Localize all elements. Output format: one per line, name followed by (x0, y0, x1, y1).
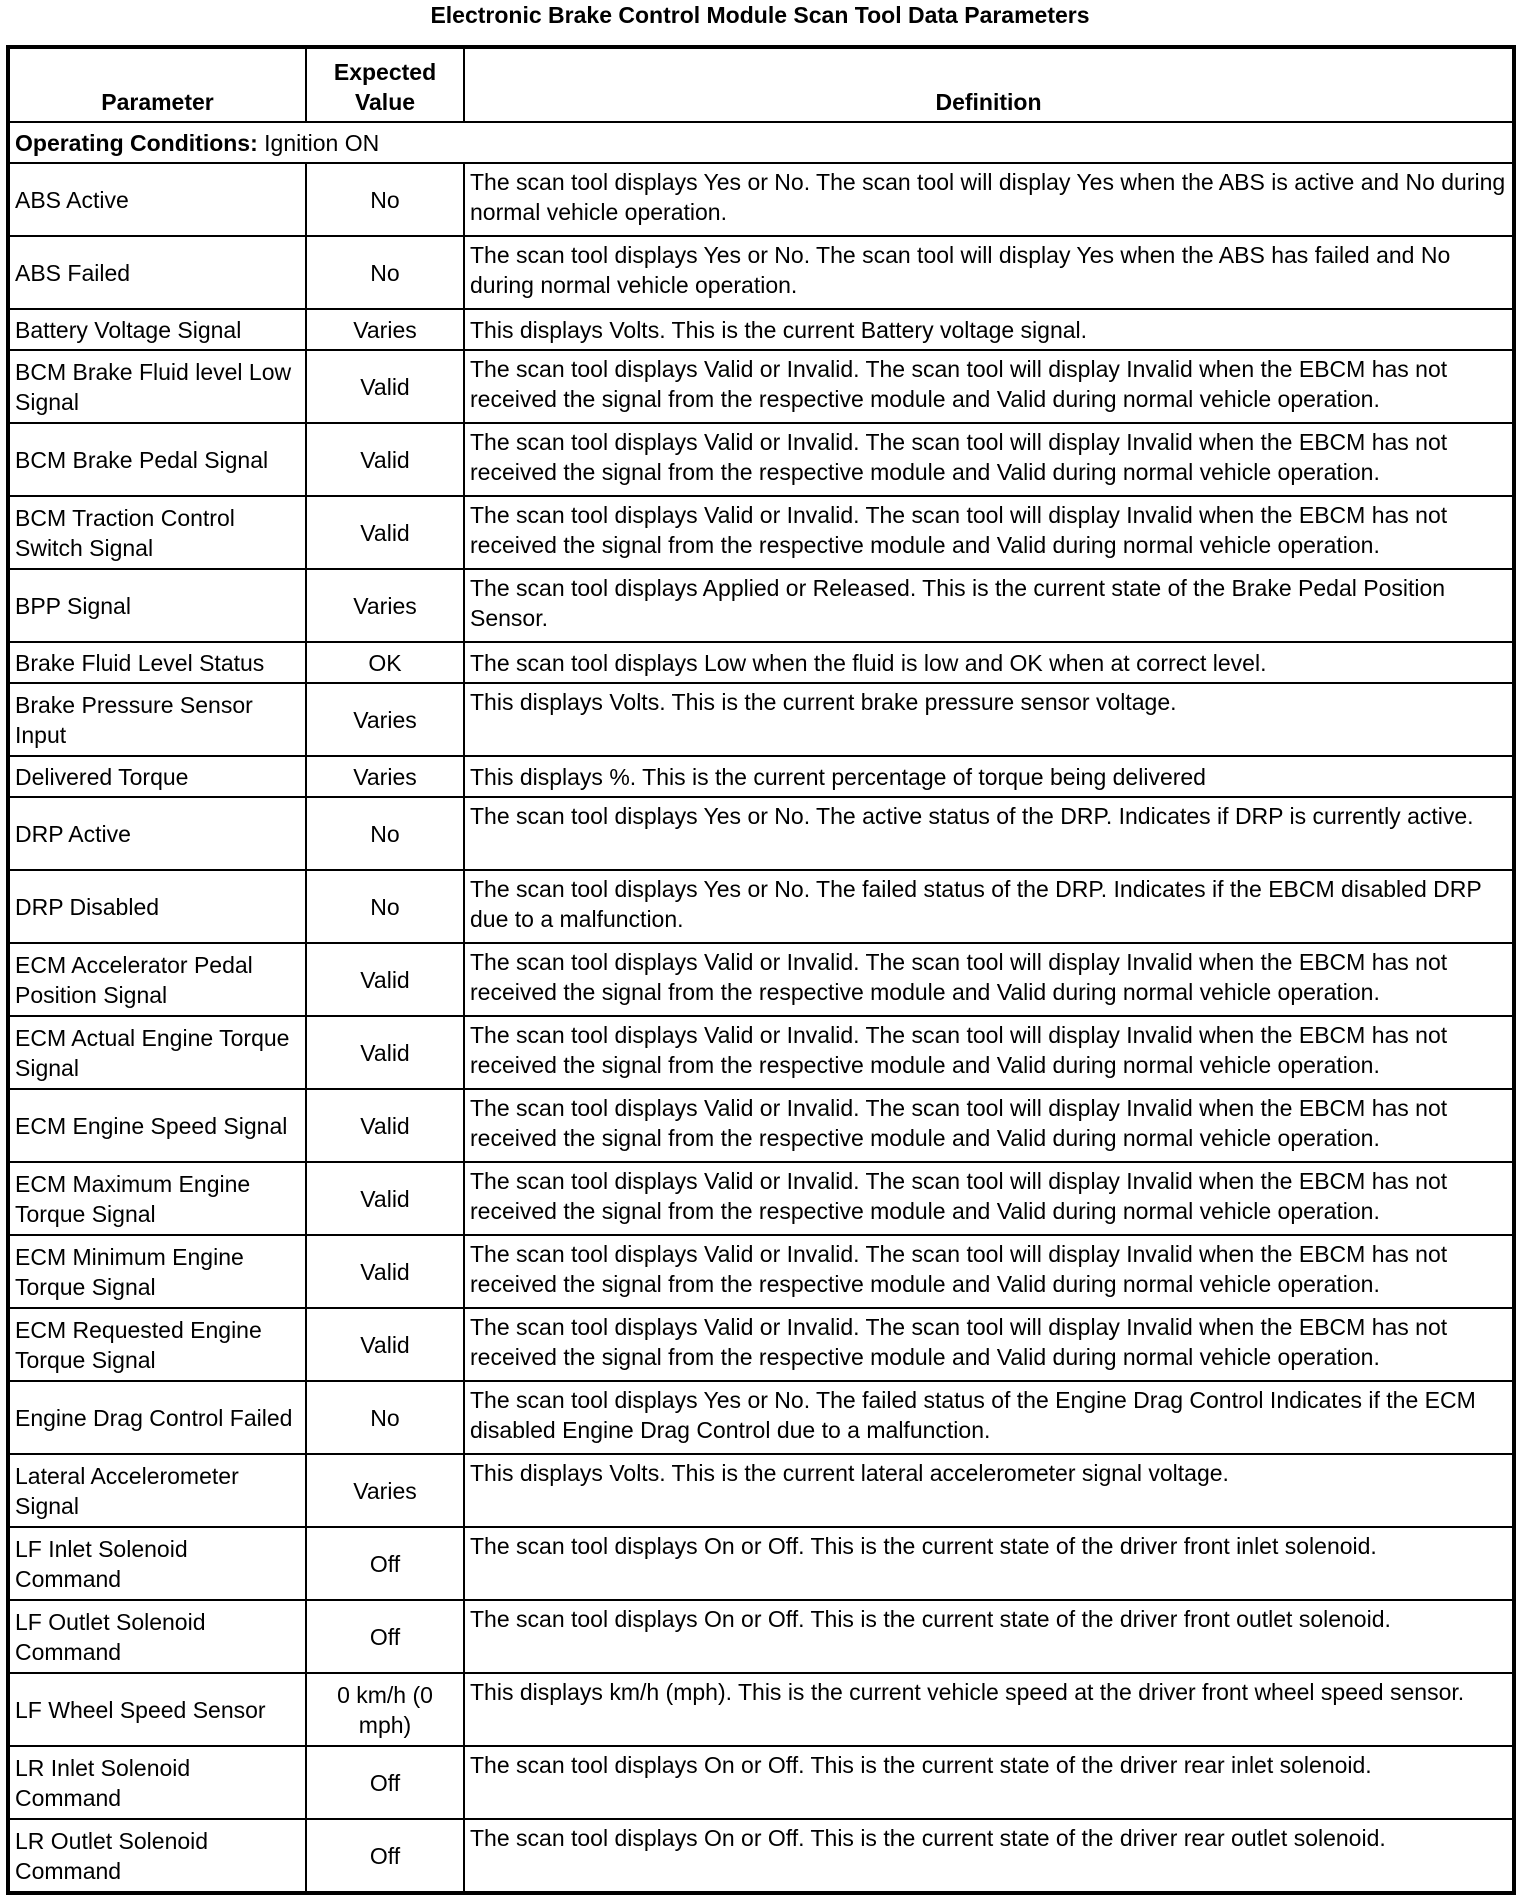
expected-value-cell: OK (306, 642, 464, 683)
table-row (8, 1381, 1514, 1454)
expected-value-cell: Varies (306, 309, 464, 350)
parameter-cell: LF Wheel Speed Sensor (8, 1673, 306, 1746)
parameter-cell: ECM Engine Speed Signal (8, 1089, 306, 1162)
definition-cell: The scan tool displays Low when the fluid is low and OK when at correct level. (464, 642, 1514, 683)
parameter-cell: Brake Pressure Sensor Input (8, 683, 306, 756)
parameter-cell: LR Outlet Solenoid Command (8, 1819, 306, 1893)
operating-conditions-value: Ignition ON (257, 129, 380, 156)
expected-value-cell: Off (306, 1600, 464, 1673)
table-row (8, 642, 1514, 683)
expected-value-cell: Off (306, 1819, 464, 1893)
table-row (8, 350, 1514, 423)
expected-value-cell: Valid (306, 1089, 464, 1162)
expected-value-cell: Varies (306, 756, 464, 797)
definition-cell: This displays Volts. This is the current brake pressure sensor voltage. (464, 683, 1514, 756)
table-row (8, 683, 1514, 756)
table-row (8, 1819, 1514, 1893)
definition-cell: The scan tool displays On or Off. This is the current state of the driver front outlet solenoid. (464, 1600, 1514, 1673)
scan-tool-data-table (6, 45, 1516, 1895)
parameter-cell: Engine Drag Control Failed (8, 1381, 306, 1454)
table-row (8, 1235, 1514, 1308)
parameter-cell: ECM Actual Engine Torque Signal (8, 1016, 306, 1089)
definition-cell: The scan tool displays Valid or Invalid. The scan tool will display Invalid when the EBCM has not received the signal from the respective module and Valid during normal vehicle operation. (464, 496, 1514, 569)
parameter-cell: ECM Requested Engine Torque Signal (8, 1308, 306, 1381)
definition-cell: This displays Volts. This is the current Battery voltage signal. (464, 309, 1514, 350)
expected-value-cell: 0 km/h (0 mph) (306, 1673, 464, 1746)
definition-cell: This displays km/h (mph). This is the current vehicle speed at the driver front wheel speed sensor. (464, 1673, 1514, 1746)
parameter-cell: ABS Active (8, 163, 306, 236)
definition-cell: The scan tool displays Valid or Invalid. The scan tool will display Invalid when the EBCM has not received the signal from the respective module and Valid during normal vehicle operation. (464, 423, 1514, 496)
table-row (8, 1089, 1514, 1162)
parameter-cell: ECM Minimum Engine Torque Signal (8, 1235, 306, 1308)
parameter-cell: Delivered Torque (8, 756, 306, 797)
definition-cell: The scan tool displays Yes or No. The scan tool will display Yes when the ABS is active and No during normal vehicle operation. (464, 163, 1514, 236)
table-row (8, 163, 1514, 236)
parameter-cell: DRP Active (8, 797, 306, 870)
expected-value-cell: No (306, 797, 464, 870)
table-row (8, 870, 1514, 943)
definition-cell: The scan tool displays Valid or Invalid. The scan tool will display Invalid when the EBCM has not received the signal from the respective module and Valid during normal vehicle operation. (464, 1016, 1514, 1089)
definition-cell: The scan tool displays Yes or No. The scan tool will display Yes when the ABS has failed and No during normal vehicle operation. (464, 236, 1514, 309)
table-row (8, 1746, 1514, 1819)
table-row (8, 756, 1514, 797)
expected-value-cell: Varies (306, 1454, 464, 1527)
expected-value-cell: Valid (306, 1162, 464, 1235)
table-row (8, 797, 1514, 870)
definition-cell: The scan tool displays Applied or Released. This is the current state of the Brake Pedal Position Sensor. (464, 569, 1514, 642)
table-row (8, 1016, 1514, 1089)
expected-value-cell: Valid (306, 1235, 464, 1308)
expected-value-cell: No (306, 236, 464, 309)
parameter-cell: Brake Fluid Level Status (8, 642, 306, 683)
operating-conditions-row (8, 122, 1514, 163)
header-definition: Definition (464, 47, 1514, 122)
parameter-cell: LF Outlet Solenoid Command (8, 1600, 306, 1673)
expected-value-cell: Valid (306, 423, 464, 496)
expected-value-cell: No (306, 1381, 464, 1454)
table-row (8, 943, 1514, 1016)
expected-value-cell: No (306, 163, 464, 236)
page-title: Electronic Brake Control Module Scan Tool Data Parameters (430, 2, 1090, 28)
parameter-cell: LF Inlet Solenoid Command (8, 1527, 306, 1600)
definition-cell: The scan tool displays Valid or Invalid. The scan tool will display Invalid when the EBCM has not received the signal from the respective module and Valid during normal vehicle operation. (464, 1089, 1514, 1162)
parameter-cell: BCM Brake Pedal Signal (8, 423, 306, 496)
header-expected-value: Expected Value (306, 47, 464, 122)
expected-value-cell: Off (306, 1746, 464, 1819)
definition-cell: The scan tool displays Yes or No. The failed status of the DRP. Indicates if the EBCM disabled DRP due to a malfunction. (464, 870, 1514, 943)
parameter-cell: LR Inlet Solenoid Command (8, 1746, 306, 1819)
table-row (8, 1162, 1514, 1235)
table-row (8, 1454, 1514, 1527)
definition-cell: The scan tool displays Valid or Invalid. The scan tool will display Invalid when the EBCM has not received the signal from the respective module and Valid during normal vehicle operation. (464, 1308, 1514, 1381)
definition-cell: The scan tool displays On or Off. This is the current state of the driver front inlet solenoid. (464, 1527, 1514, 1600)
parameter-cell: BCM Traction Control Switch Signal (8, 496, 306, 569)
table-row (8, 423, 1514, 496)
operating-conditions-cell (8, 122, 1514, 163)
table-row (8, 309, 1514, 350)
table-row (8, 496, 1514, 569)
parameter-cell: BPP Signal (8, 569, 306, 642)
table-row (8, 569, 1514, 642)
definition-cell: The scan tool displays Valid or Invalid. The scan tool will display Invalid when the EBCM has not received the signal from the respective module and Valid during normal vehicle operation. (464, 1235, 1514, 1308)
table-row (8, 1600, 1514, 1673)
definition-cell: The scan tool displays Valid or Invalid. The scan tool will display Invalid when the EBCM has not received the signal from the respective module and Valid during normal vehicle operation. (464, 350, 1514, 423)
definition-cell: The scan tool displays Yes or No. The failed status of the Engine Drag Control Indicates if the ECM disabled Engine Drag Control due to a malfunction. (464, 1381, 1514, 1454)
expected-value-cell: Valid (306, 1308, 464, 1381)
parameter-cell: ECM Accelerator Pedal Position Signal (8, 943, 306, 1016)
definition-cell: The scan tool displays Valid or Invalid. The scan tool will display Invalid when the EBCM has not received the signal from the respective module and Valid during normal vehicle operation. (464, 943, 1514, 1016)
definition-cell: The scan tool displays On or Off. This is the current state of the driver rear inlet solenoid. (464, 1746, 1514, 1819)
operating-conditions-label: Operating Conditions: (15, 129, 258, 156)
definition-cell: This displays Volts. This is the current lateral accelerometer signal voltage. (464, 1454, 1514, 1527)
expected-value-cell: Off (306, 1527, 464, 1600)
header-parameter: Parameter (8, 47, 306, 122)
expected-value-cell: Valid (306, 1016, 464, 1089)
expected-value-cell: Valid (306, 943, 464, 1016)
expected-value-cell: Varies (306, 683, 464, 756)
parameter-cell: ECM Maximum Engine Torque Signal (8, 1162, 306, 1235)
expected-value-cell: Valid (306, 496, 464, 569)
table-row (8, 1308, 1514, 1381)
definition-cell: The scan tool displays Valid or Invalid. The scan tool will display Invalid when the EBCM has not received the signal from the respective module and Valid during normal vehicle operation. (464, 1162, 1514, 1235)
table-row (8, 1527, 1514, 1600)
parameter-cell: Battery Voltage Signal (8, 309, 306, 350)
parameter-cell: BCM Brake Fluid level Low Signal (8, 350, 306, 423)
expected-value-cell: No (306, 870, 464, 943)
parameter-cell: ABS Failed (8, 236, 306, 309)
table-header-row (8, 47, 1514, 122)
table-row (8, 236, 1514, 309)
expected-value-cell: Valid (306, 350, 464, 423)
definition-cell: The scan tool displays On or Off. This is the current state of the driver rear outlet solenoid. (464, 1819, 1514, 1893)
definition-cell: The scan tool displays Yes or No. The active status of the DRP. Indicates if DRP is currently active. (464, 797, 1514, 870)
parameter-cell: Lateral Accelerometer Signal (8, 1454, 306, 1527)
table-row (8, 1673, 1514, 1746)
definition-cell: This displays %. This is the current percentage of torque being delivered (464, 756, 1514, 797)
parameter-cell: DRP Disabled (8, 870, 306, 943)
expected-value-cell: Varies (306, 569, 464, 642)
